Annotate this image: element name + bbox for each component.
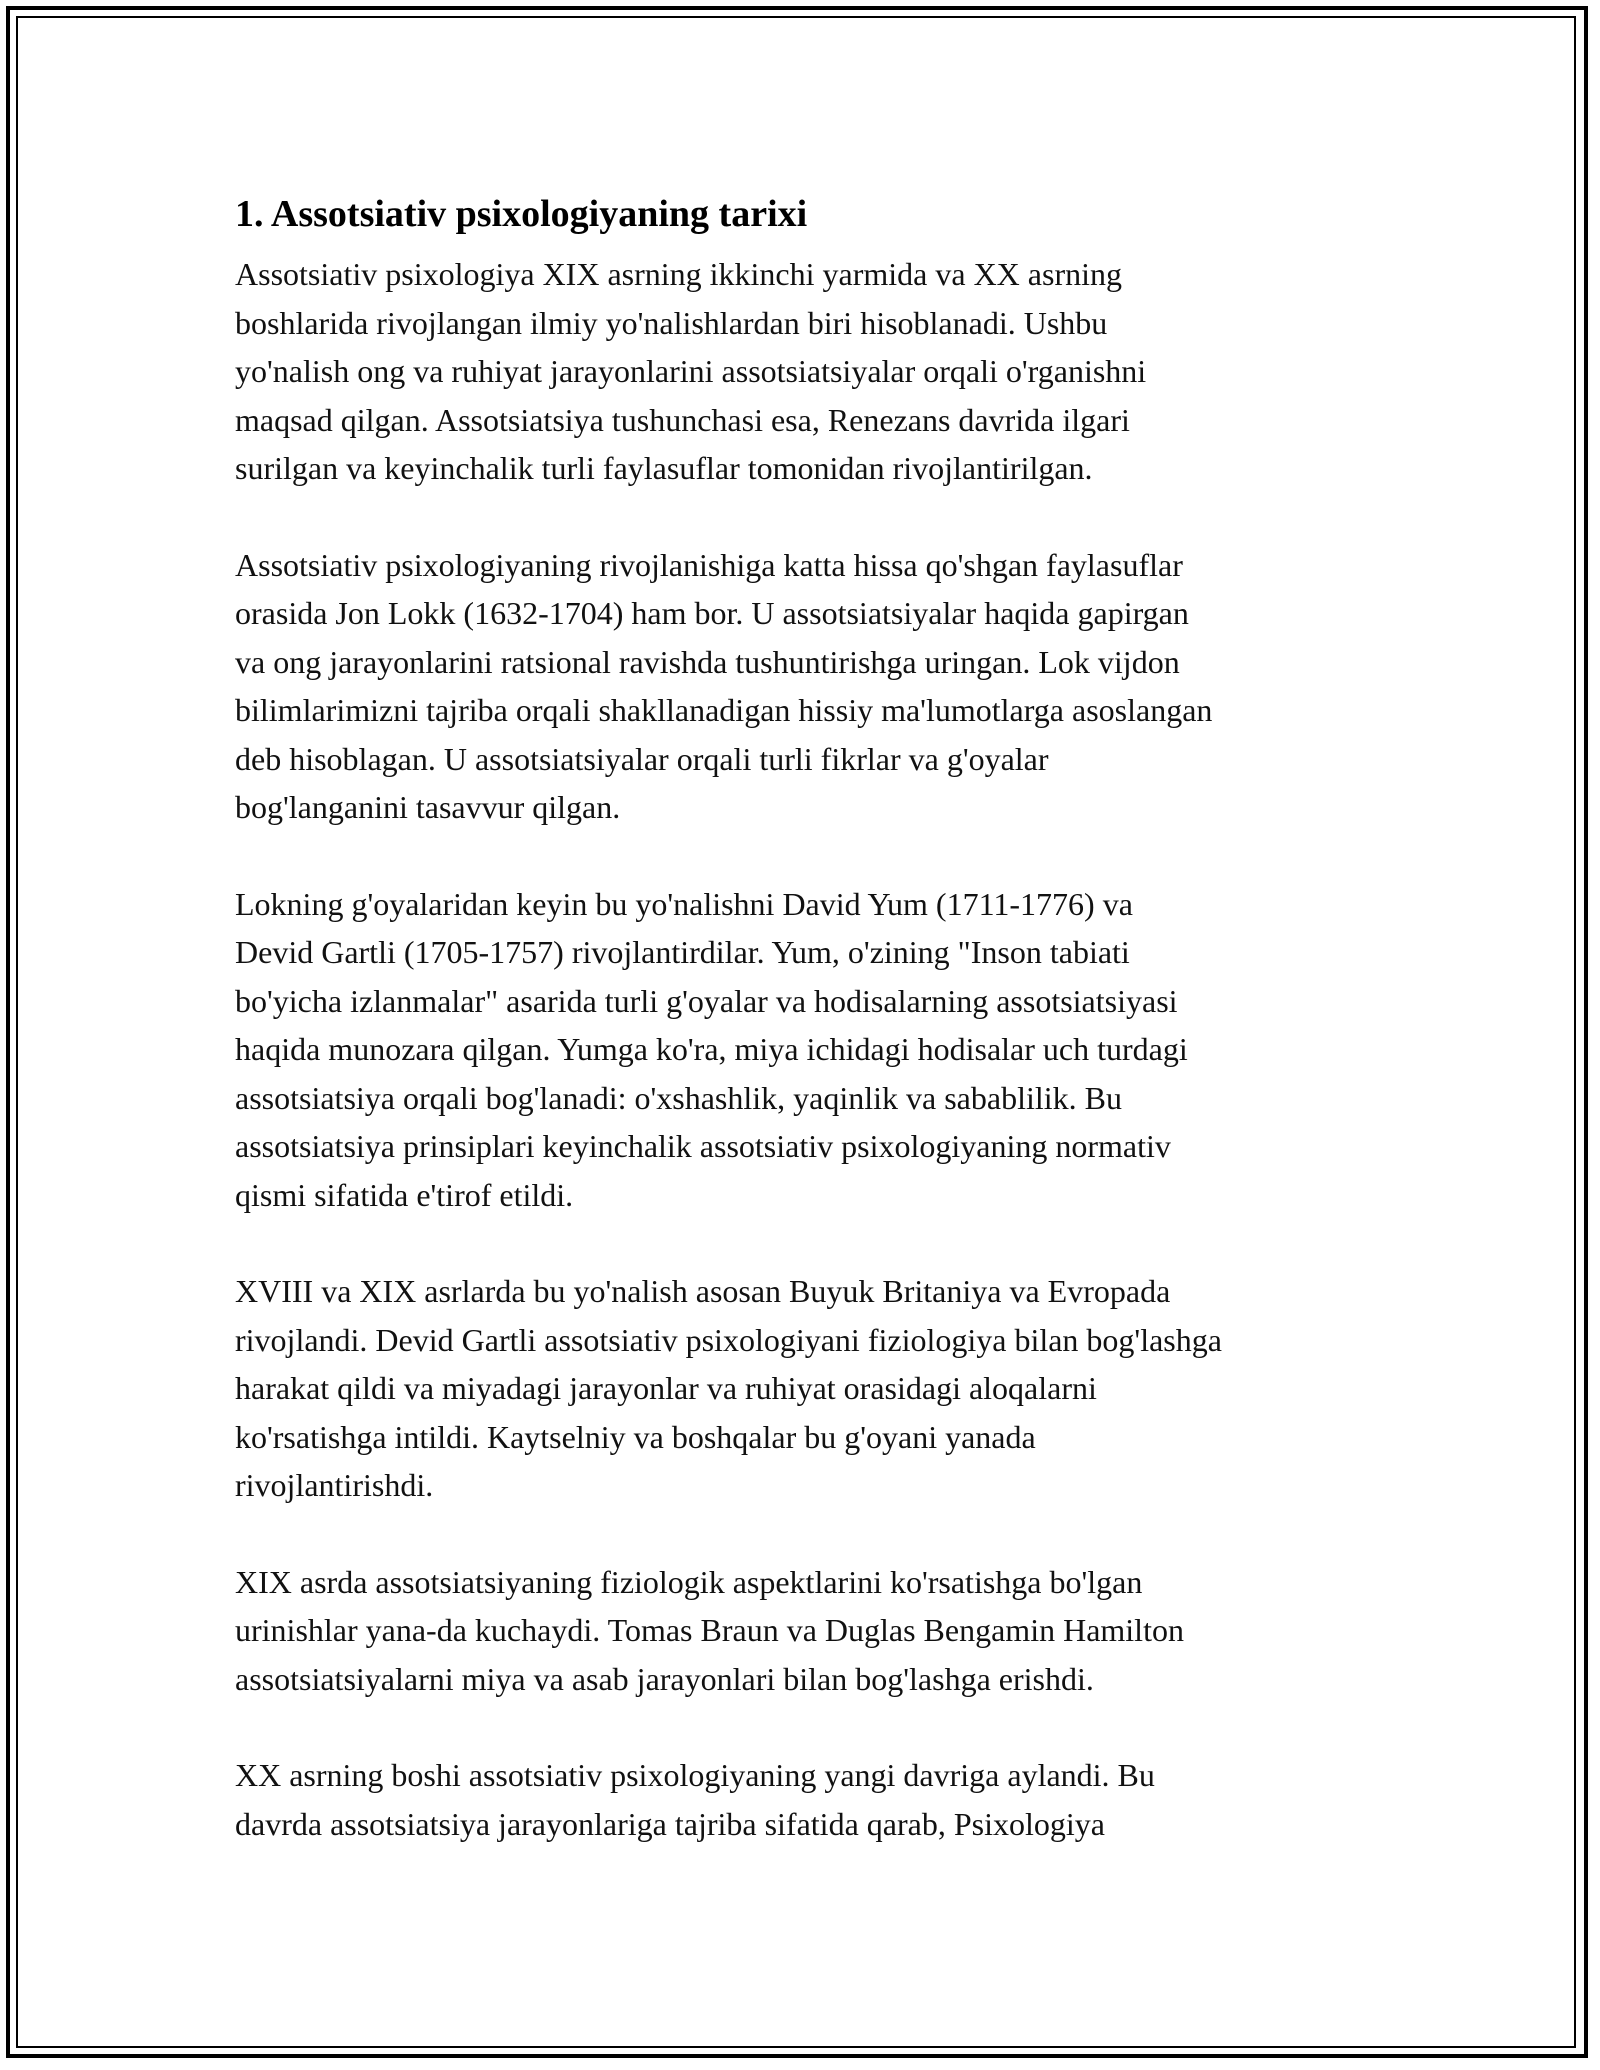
paragraph-3: Lokning g'oyalaridan keyin bu yo'nalishni David Yum (1711-1776) va Devid Gartli (1705-1757) rivojlantirdilar. Yum, o'zining "Inson tabiati bo'yicha izlanmalar" asarida turli g'oyalar va hodisalarning assotsiatsiyasi haqida munozara qilgan. Yumga ko'ra, miya ichidagi hodisalar uch turdagi assotsiatsiya orqali bog'lanadi: o'xshashlik, yaqinlik va sabablilik. Bu assotsiatsiya prinsiplari keyinchalik assotsiativ psixologiyaning normativ qismi sifatida e'tirof etildi. — [235, 885, 1188, 1213]
document-body — [235, 186, 1385, 1896]
section-heading: 1. Assotsiativ psixologiyaning tarixi — [235, 193, 808, 235]
paragraph-4: XVIII va XIX asrlarda bu yo'nalish asosan Buyuk Britaniya va Evropada rivojlandi. Devid Gartli assotsiativ psixologiyani fiziologiya bilan bog'lashga harakat qildi va miyadagi jarayonlar va ruhiyat orasidagi aloqalarni ko'rsatishga intildi. Kaytselniy va boshqalar bu g'oyani yanada rivojlantirishdi. — [235, 1273, 1222, 1503]
paragraph-6: XX asrning boshi assotsiativ psixologiyaning yangi davriga aylandi. Bu davrda assotsiatsiya jarayonlariga tajriba sifatida qarab, Psixologiya — [235, 1757, 1155, 1842]
paragraph-5: XIX asrda assotsiatsiyaning fiziologik aspektlarini ko'rsatishga bo'lgan urinishlar yana-da kuchaydi. Tomas Braun va Duglas Bengamin Hamilton assotsiatsiyalarni miya va asab jarayonlari bilan bog'lashga erishdi. — [235, 1563, 1184, 1697]
paragraph-1: Assotsiativ psixologiya XIX asrning ikkinchi yarmida va XX asrning boshlarida rivojlangan ilmiy yo'nalishlardan biri hisoblanadi. Ushbu yo'nalish ong va ruhiyat jarayonlarini assotsiatsiyalar orqali o'rganishni maqsad qilgan. Assotsiatsiya tushunchasi esa, Renezans davrida ilgari surilgan va keyinchalik turli faylasuflar tomonidan rivojlantirilgan. — [235, 256, 1147, 486]
paragraph-2: Assotsiativ psixologiyaning rivojlanishiga katta hissa qo'shgan faylasuflar orasida Jon Lokk (1632-1704) ham bor. U assotsiatsiyalar haqida gapirgan va ong jarayonlarini ratsional ravishda tushuntirishga uringan. Lok vijdon bilimlarimizni tajriba orqali shakllanadigan hissiy ma'lumotlarga asoslangan deb hisoblagan. U assotsiatsiyalar orqali turli fikrlar va g'oyalar bog'langanini tasavvur qilgan. — [235, 546, 1213, 825]
